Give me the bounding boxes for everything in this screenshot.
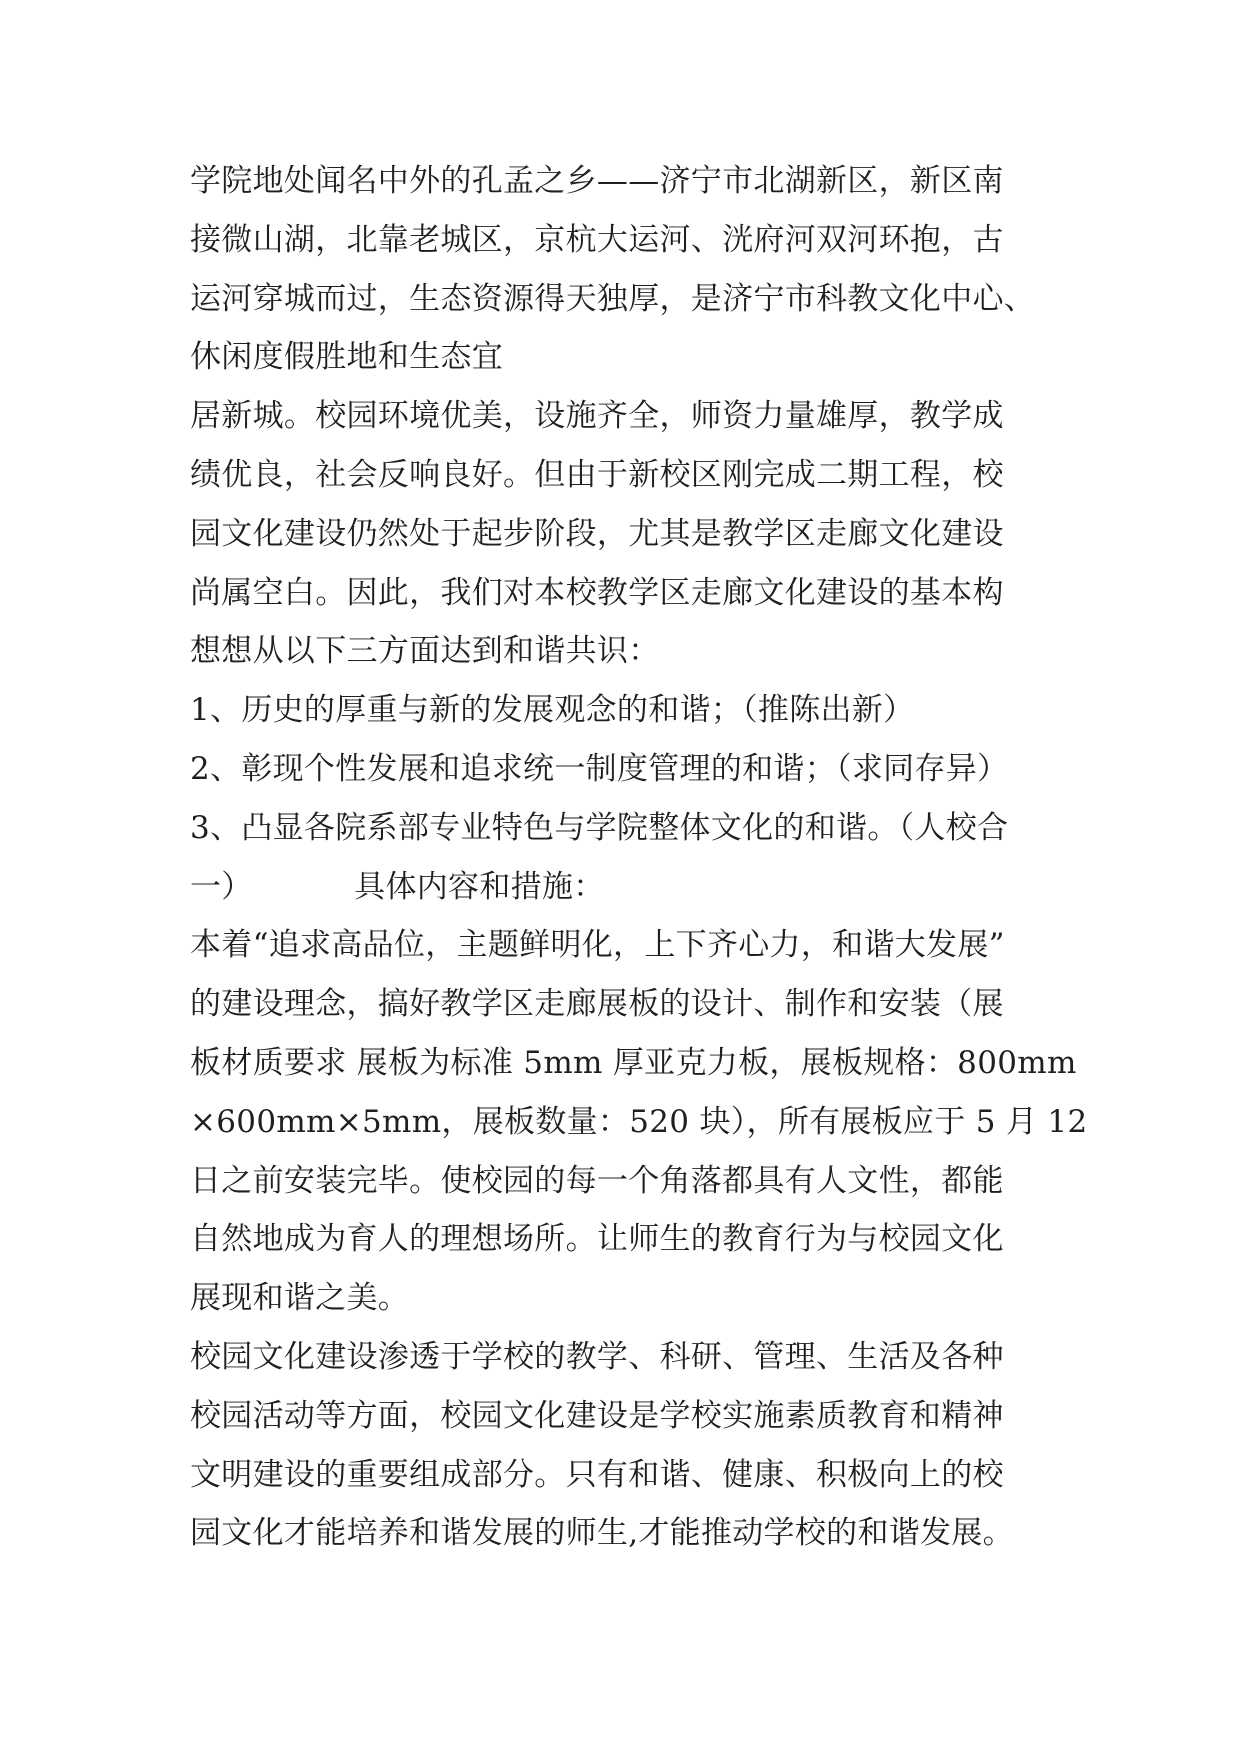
text-line: 园文化建设仍然处于起步阶段，尤其是教学区走廊文化建设 [190,515,1004,552]
text-line: 展现和谐之美。 [190,1280,410,1317]
text-line: 园文化才能培养和谐发展的师生,才能推动学校的和谐发展。 [190,1515,1014,1552]
section-heading-line: 一） 具体内容和措施： [190,868,605,905]
text-line: 板材质要求 展板为标准 5mm 厚亚克力板，展板规格：800mm [190,1044,1077,1081]
text-line: 居新城。校园环境优美，设施齐全，师资力量雄厚，教学成 [190,398,1004,435]
text-line: 本着“追求高品位，主题鲜明化，上下齐心力，和谐大发展” [190,927,1005,964]
text-line: 文明建设的重要组成部分。只有和谐、健康、积极向上的校 [190,1456,1004,1493]
text-line: 的建设理念，搞好教学区走廊展板的设计、制作和安装（展 [190,986,1004,1023]
text-line: 校园文化建设渗透于学校的教学、科研、管理、生活及各种 [190,1338,1004,1375]
text-line: 运河穿城而过，生态资源得天独厚，是济宁市科教文化中心、 [190,280,1036,317]
text-line: 接微山湖，北靠老城区，京杭大运河、洸府河双河环抱，古 [190,221,1004,258]
list-item-1: 1、历史的厚重与新的发展观念的和谐；（推陈出新） [190,692,915,729]
text-line: 校园活动等方面，校园文化建设是学校实施素质教育和精神 [190,1397,1004,1434]
text-line: 学院地处闻名中外的孔孟之乡——济宁市北湖新区，新区南 [190,163,1004,199]
text-line: 自然地成为育人的理想场所。让师生的教育行为与校园文化 [190,1221,1004,1258]
text-line: 绩优良，社会反响良好。但由于新校区刚完成二期工程，校 [190,456,1004,493]
text-line: 尚属空白。因此，我们对本校教学区走廊文化建设的基本构 [190,574,1004,611]
list-item-3: 3、凸显各院系部专业特色与学院整体文化的和谐。（人校合 [190,809,1009,846]
text-line: 休闲度假胜地和生态宜 [190,339,503,376]
text-line: ×600mm×5mm，展板数量：520 块），所有展板应于 5 月 12 [190,1103,1088,1140]
list-item-2: 2、彰现个性发展和追求统一制度管理的和谐；（求同存异） [190,750,1009,787]
text-line: 想想从以下三方面达到和谐共识： [190,633,660,670]
text-line: 日之前安装完毕。使校园的每一个角落都具有人文性，都能 [190,1162,1004,1199]
body-text [190,152,1088,1563]
